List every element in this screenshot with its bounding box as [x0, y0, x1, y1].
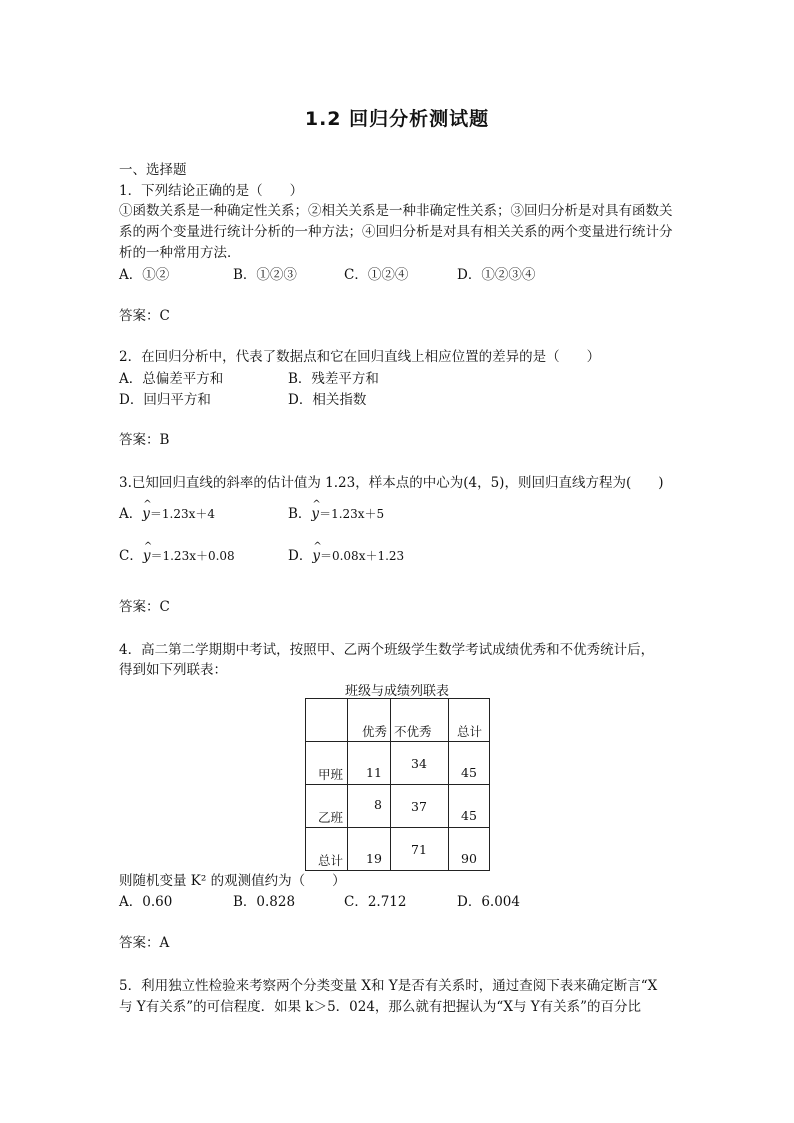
q3-option-b	[288, 504, 384, 524]
table-header-cell: 总计	[449, 699, 490, 742]
table-corner-cell	[306, 699, 348, 742]
q2-option-c: D．回归平方和	[119, 392, 211, 408]
table-cell: 90	[449, 828, 490, 871]
q3-option-b-letter: B．	[288, 506, 312, 522]
table-cell: 19	[348, 828, 391, 871]
q2-stem: 2．在回归分析中，代表了数据点和它在回归直线上相应位置的差异的是（ ）	[119, 349, 601, 365]
q1-option-c: C．①②④	[344, 267, 409, 283]
table-cell: 34	[391, 742, 449, 785]
page-title: 1.2 回归分析测试题	[304, 108, 490, 130]
q4-stem-line1: 4．高二第二学期期中考试，按照甲、乙两个班级学生数学考试成绩优秀和不优秀统计后，	[119, 642, 655, 658]
q1-option-d: D．①②③④	[457, 267, 536, 283]
table-caption: 班级与成绩列联表	[344, 684, 449, 699]
q4-option-b: B．0.828	[233, 894, 296, 910]
q3-option-c-yhat: y ^	[143, 546, 151, 566]
q2-option-d: D．相关指数	[288, 392, 367, 408]
section-heading: 一、选择题	[119, 162, 187, 178]
table-cell: 37	[391, 785, 449, 828]
table-cell: 8	[348, 785, 391, 828]
q3-stem: 3.已知回归直线的斜率的估计值为 1.23，样本点的中心为(4，5)，则回归直线方程为( )	[119, 475, 664, 491]
q1-answer: 答案：C	[119, 308, 170, 324]
table-row	[306, 785, 490, 828]
q5-line2: 与 Y有关系”的可信程度．如果 k＞5．024，那么就有把握认为“X与 Y有关系”的百分比	[119, 999, 642, 1015]
q4-answer: 答案：A	[119, 935, 170, 951]
table-row	[306, 742, 490, 785]
table-header-cell: 不优秀	[391, 699, 449, 742]
q4-option-d: D．6.004	[457, 894, 520, 910]
q3-option-d-rhs: ＝0.08x＋1.23	[319, 549, 405, 563]
q3-answer: 答案：C	[119, 599, 170, 615]
q3-option-b-rhs: ＝1.23x＋5	[319, 507, 385, 521]
q1-option-a: A．①②	[119, 267, 170, 283]
q3-option-d	[288, 546, 404, 566]
table-header-row	[306, 699, 490, 742]
q3-option-d-yhat: y ^	[312, 546, 320, 566]
q3-option-b-yhat: y ^	[311, 504, 319, 524]
table-cell: 45	[449, 785, 490, 828]
q3-option-a	[119, 504, 215, 524]
q4-question: 则随机变量 K² 的观测值约为（ ）	[119, 873, 346, 889]
q2-option-a: A．总偏差平方和	[119, 371, 224, 387]
q2-option-b: B．残差平方和	[288, 371, 379, 387]
table-header-cell: 优秀	[348, 699, 391, 742]
q3-option-a-yhat: y ^	[142, 504, 150, 524]
table-cell: 45	[449, 742, 490, 785]
q3-option-a-rhs: ＝1.23x＋4	[149, 507, 216, 521]
q3-option-a-letter: A．	[119, 506, 143, 522]
table-row-label: 总计	[306, 828, 348, 871]
q2-answer: 答案：B	[119, 432, 170, 448]
q3-option-d-letter: D．	[288, 548, 313, 564]
q1-stem: 1．下列结论正确的是（ ）	[119, 183, 304, 199]
table-cell: 71	[391, 828, 449, 871]
q5-line1: 5．利用独立性检验来考察两个分类变量 X和 Y是否有关系时，通过查阅下表来确定断言“X	[119, 978, 658, 994]
q1-option-b: B．①②③	[233, 267, 297, 283]
q4-option-c: C．2.712	[344, 894, 407, 910]
contingency-table	[305, 698, 490, 871]
q4-option-a: A．0.60	[119, 894, 173, 910]
table-row	[306, 828, 490, 871]
q3-option-c	[119, 546, 235, 566]
q3-option-c-letter: C．	[119, 548, 143, 564]
table-row-label: 乙班	[306, 785, 348, 828]
table-cell: 11	[348, 742, 391, 785]
q1-body: ①函数关系是一种确定性关系；②相关关系是一种非确定性关系；③回归分析是对具有函数关系的两个变量进行统计分析的一种方法；④回归分析是对具有相关关系的两个变量进行统计分析的一种常用方法．	[119, 203, 673, 261]
q4-stem-line2: 得到如下列联表：	[119, 662, 227, 678]
table-row-label: 甲班	[306, 742, 348, 785]
q3-option-c-rhs: ＝1.23x＋0.08	[150, 549, 235, 563]
